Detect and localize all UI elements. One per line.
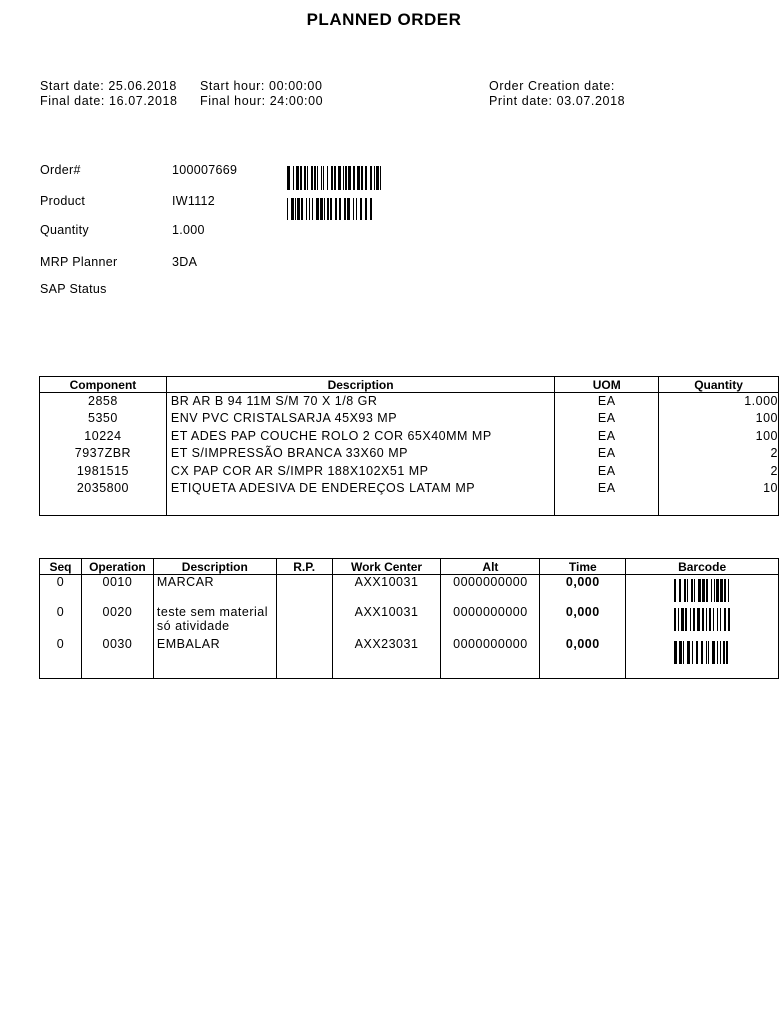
component-description: CX PAP COR AR S/IMPR 188X102X51 MP bbox=[166, 463, 554, 480]
operation-alt: 0000000000 bbox=[441, 575, 540, 605]
operation-code: 0020 bbox=[81, 605, 153, 637]
column-header-operation: Operation bbox=[81, 559, 153, 575]
component-quantity: 100 bbox=[659, 428, 779, 445]
operation-description-line: teste sem material bbox=[156, 604, 269, 619]
operation-seq: 0 bbox=[40, 605, 82, 637]
table-row bbox=[40, 605, 779, 637]
operation-description-line: EMBALAR bbox=[156, 636, 221, 651]
component-uom: EA bbox=[555, 393, 659, 411]
final-date: Final date: 16.07.2018 bbox=[40, 94, 178, 108]
column-header-seq: Seq bbox=[40, 559, 82, 575]
operation-seq: 0 bbox=[40, 637, 82, 679]
operation-alt: 0000000000 bbox=[441, 637, 540, 679]
order-value: 100007669 bbox=[172, 163, 238, 177]
column-header-uom: UOM bbox=[555, 377, 659, 393]
column-header-alt: Alt bbox=[441, 559, 540, 575]
table-row bbox=[40, 463, 779, 480]
quantity-label: Quantity bbox=[40, 223, 89, 237]
operation-description bbox=[153, 637, 276, 679]
operations-table bbox=[39, 558, 779, 679]
document-title: PLANNED ORDER bbox=[306, 10, 462, 29]
component-quantity: 2 bbox=[659, 463, 779, 480]
component-description: ETIQUETA ADESIVA DE ENDEREÇOS LATAM MP bbox=[166, 480, 554, 497]
table-row bbox=[40, 637, 779, 679]
table-row bbox=[40, 575, 779, 605]
component-description: ENV PVC CRISTALSARJA 45X93 MP bbox=[166, 410, 554, 427]
mrp-planner-label: MRP Planner bbox=[40, 255, 118, 269]
product-barcode-image bbox=[287, 198, 373, 220]
table-row bbox=[40, 393, 779, 411]
operation-time: 0,000 bbox=[540, 575, 626, 605]
operation-work-center: AXX10031 bbox=[332, 575, 441, 605]
mrp-planner-value: 3DA bbox=[172, 255, 198, 269]
operation-barcode-cell bbox=[626, 575, 779, 605]
operation-rp bbox=[276, 637, 332, 679]
component-quantity: 1.000 bbox=[659, 393, 779, 411]
component-description: ET ADES PAP COUCHE ROLO 2 COR 65X40MM MP bbox=[166, 428, 554, 445]
operation-description-line: só atividade bbox=[156, 619, 230, 633]
operation-time: 0,000 bbox=[540, 637, 626, 679]
components-table bbox=[39, 376, 779, 516]
start-hour: Start hour: 00:00:00 bbox=[200, 79, 323, 93]
operation-barcode-cell bbox=[626, 637, 779, 679]
operation-work-center: AXX10031 bbox=[332, 605, 441, 637]
component-description: ET S/IMPRESSÃO BRANCA 33X60 MP bbox=[166, 445, 554, 462]
component-code: 2858 bbox=[40, 393, 167, 411]
operation-barcode-image bbox=[674, 608, 730, 631]
product-label: Product bbox=[40, 194, 86, 208]
component-uom: EA bbox=[555, 428, 659, 445]
component-uom: EA bbox=[555, 445, 659, 462]
component-code: 7937ZBR bbox=[40, 445, 167, 462]
operation-code: 0010 bbox=[81, 575, 153, 605]
order-creation-date: Order Creation date: bbox=[489, 79, 615, 93]
operation-seq: 0 bbox=[40, 575, 82, 605]
component-description: BR AR B 94 11M S/M 70 X 1/8 GR bbox=[166, 393, 554, 411]
component-uom: EA bbox=[555, 480, 659, 497]
operation-alt: 0000000000 bbox=[441, 605, 540, 637]
component-quantity: 10 bbox=[659, 480, 779, 497]
sap-status-label: SAP Status bbox=[40, 282, 107, 296]
table-row bbox=[40, 428, 779, 445]
component-code: 1981515 bbox=[40, 463, 167, 480]
component-code: 5350 bbox=[40, 410, 167, 427]
product-value: IW1112 bbox=[172, 194, 216, 208]
operation-description-line: MARCAR bbox=[156, 575, 215, 589]
operation-work-center: AXX23031 bbox=[332, 637, 441, 679]
component-code: 2035800 bbox=[40, 480, 167, 497]
quantity-value: 1.000 bbox=[172, 223, 205, 237]
start-date: Start date: 25.06.2018 bbox=[40, 79, 177, 93]
column-header-quantity: Quantity bbox=[659, 377, 779, 393]
column-header-rp: R.P. bbox=[276, 559, 332, 575]
operation-code: 0030 bbox=[81, 637, 153, 679]
operation-description bbox=[153, 575, 276, 605]
column-header-component: Component bbox=[40, 377, 167, 393]
column-header-description: Description bbox=[153, 559, 276, 575]
column-header-work-center: Work Center bbox=[332, 559, 441, 575]
operation-description bbox=[153, 605, 276, 637]
operation-rp bbox=[276, 575, 332, 605]
table-row bbox=[40, 445, 779, 462]
print-date: Print date: 03.07.2018 bbox=[489, 94, 626, 108]
operation-rp bbox=[276, 605, 332, 637]
component-quantity: 2 bbox=[659, 445, 779, 462]
table-row bbox=[40, 480, 779, 497]
operation-barcode-image bbox=[674, 641, 730, 664]
final-hour: Final hour: 24:00:00 bbox=[200, 94, 324, 108]
table-row bbox=[40, 410, 779, 427]
operation-barcode-image bbox=[674, 579, 730, 602]
operation-barcode-cell bbox=[626, 605, 779, 637]
column-header-barcode: Barcode bbox=[626, 559, 779, 575]
component-code: 10224 bbox=[40, 428, 167, 445]
component-uom: EA bbox=[555, 410, 659, 427]
column-header-time: Time bbox=[540, 559, 626, 575]
component-quantity: 100 bbox=[659, 410, 779, 427]
order-barcode-image bbox=[287, 166, 383, 190]
component-uom: EA bbox=[555, 463, 659, 480]
column-header-description: Description bbox=[166, 377, 554, 393]
operation-time: 0,000 bbox=[540, 605, 626, 637]
order-label: Order# bbox=[40, 163, 81, 177]
